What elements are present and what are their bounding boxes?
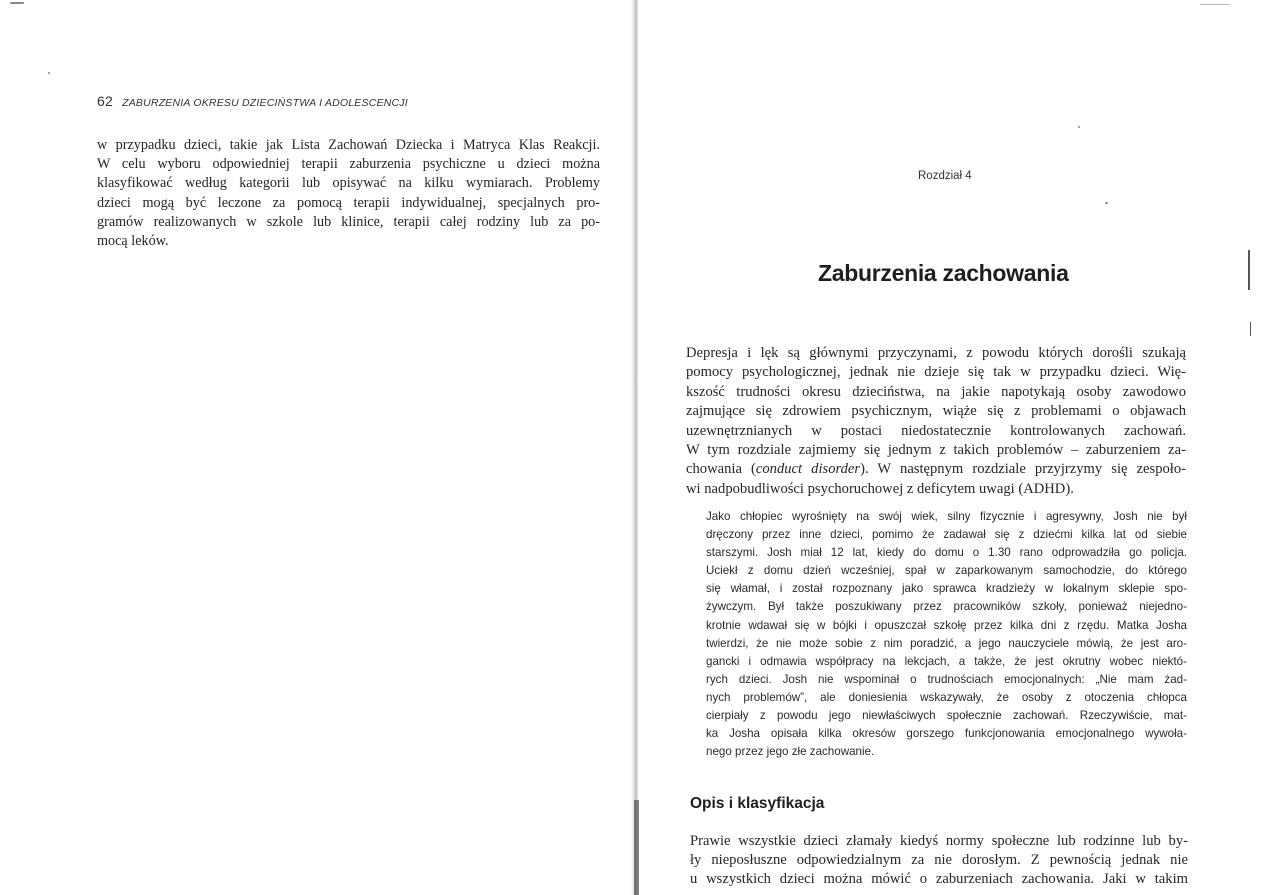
text-line: Jako chłopiec wyrośnięty na swój wiek, silny fizycznie i agresywny, Josh nie był: [706, 510, 1187, 523]
text-line: zajmujące się zdrowiem psychicznym, wiąże się z problemami o objawach: [686, 403, 1186, 420]
chapter-label: Rozdział 4: [918, 170, 972, 182]
left-body-text: [97, 136, 600, 251]
text-line: W tym rozdziale zajmiemy się jednym z takich problemów – zaburzeniem za-: [686, 442, 1186, 459]
running-head-title: ZABURZENIA OKRESU DZIECIŃSTWA I ADOLESCENCJI: [122, 97, 408, 109]
scan-speck: [1105, 202, 1108, 204]
text-line: Depresja i lęk są głównymi przyczynami, z powodu których dorośli szukają: [686, 345, 1186, 361]
text-line: Prawie wszystkie dzieci złamały kiedyś normy społeczne lub rodzinne lub by-: [690, 833, 1188, 849]
text-line: w przypadku dzieci, takie jak Lista Zachowań Dziecka i Matryca Klas Reakcji.: [97, 137, 600, 153]
text-line: dzieci mogą być leczone za pomocą terapii indywidualnej, specjalnych pro-: [97, 194, 600, 211]
text-line: u wszystkich dzieci można mówić o zaburzeniach zachowania. Jaki w takim: [690, 871, 1188, 887]
text-line: wi nadpobudliwości psychoruchowej z deficytem uwagi (ADHD).: [686, 480, 1074, 497]
text-line: się włamał, i został rozpoznany jako sprawca kradzieży w lokalnym sklepie spo-: [706, 582, 1187, 596]
text-line: [686, 460, 1186, 479]
text-line: kszość trudności okresu dzieciństwa, na jakie napotykają osoby zawodowo: [686, 383, 1186, 400]
scan-speck: [48, 72, 50, 74]
page-number: 62: [97, 93, 113, 109]
text-line: mocą leków.: [97, 233, 169, 250]
text-line: żywczym. Był także poszukiwany przez pracowników szkoły, ponieważ niejedno-: [706, 600, 1187, 614]
text-line: starszymi. Josh miał 12 lat, kiedy do domu o 1.30 rano odprowadziła go policja.: [706, 546, 1187, 560]
text-fragment: ). W następnym rozdziale przyjrzymy się zespoło-: [860, 461, 1187, 478]
text-line: ka Josha opisała kilka okresów gorszego funkcjonowania emocjonalnego wywoła-: [706, 727, 1187, 741]
chapter-title: Zaburzenia zachowania: [818, 260, 1069, 286]
text-line: gramów realizowanych w szkole lub klinice, terapii całej rodziny lub za po-: [97, 213, 600, 230]
text-line: klasyfikować według kategorii lub opisywać na kilku wymiarach. Problemy: [97, 175, 600, 192]
running-header: [97, 93, 408, 109]
scan-mark: [1200, 4, 1230, 5]
section-paragraph: [690, 832, 1188, 889]
text-line: dręczony przez inne dzieci, pomimo że zadawał się z dziećmi kilka lat od siebie: [706, 528, 1187, 542]
text-line: nego przez jego złe zachowanie.: [706, 745, 875, 759]
text-line: krotnie wdawał się w bójki i opuszczał szkołę przez kilka dni z rzędu. Matka Josha: [706, 618, 1187, 632]
scan-speck: [1078, 126, 1080, 128]
text-fragment: chowania (: [686, 461, 756, 478]
text-line: gancki i odmawia współpracy na lekcjach, a także, że jest okrutny wobec niektó-: [706, 654, 1187, 668]
section-heading: Opis i klasyfikacja: [690, 795, 825, 812]
scan-mark: [1250, 322, 1251, 336]
text-line: cierpiały z powodu jego niewłaściwych społecznie zachowań. Rzeczywiście, mat-: [706, 709, 1187, 723]
intro-paragraph: [686, 344, 1186, 499]
text-line: nych problemów”, ale doniesienia wskazywały, że osoby z otoczenia chłopca: [706, 690, 1187, 704]
scan-mark: [1248, 250, 1250, 290]
case-study-box: [706, 508, 1187, 761]
text-line: rych dzieci. Josh nie wspominał o trudnościach emocjonalnych: „Nie mam żad-: [706, 672, 1187, 686]
text-line: ły nieposłuszne odpowiedzialnym za nie dorosłym. Z pewnością jednak nie: [690, 852, 1188, 868]
italic-term: conduct disorder: [755, 461, 861, 478]
text-line: W celu wyboru odpowiedniej terapii zaburzenia psychiczne u dzieci można: [97, 156, 600, 173]
text-line: Uciekł z domu dzień wcześniej, spał w zaparkowanym samochodzie, do którego: [706, 564, 1187, 578]
scan-speck: [10, 2, 24, 4]
text-line: pomocy psychologicznej, jednak nie dzieje się tak w przypadku dzieci. Wię-: [686, 364, 1186, 381]
text-line: twierdzi, że nie może sobie z nim poradzić, a jego nauczyciele mówią, że jest aro-: [706, 636, 1187, 650]
text-line: uzewnętrznianych w postaci niedostatecznie kontrolowanych zachowań.: [686, 422, 1186, 439]
